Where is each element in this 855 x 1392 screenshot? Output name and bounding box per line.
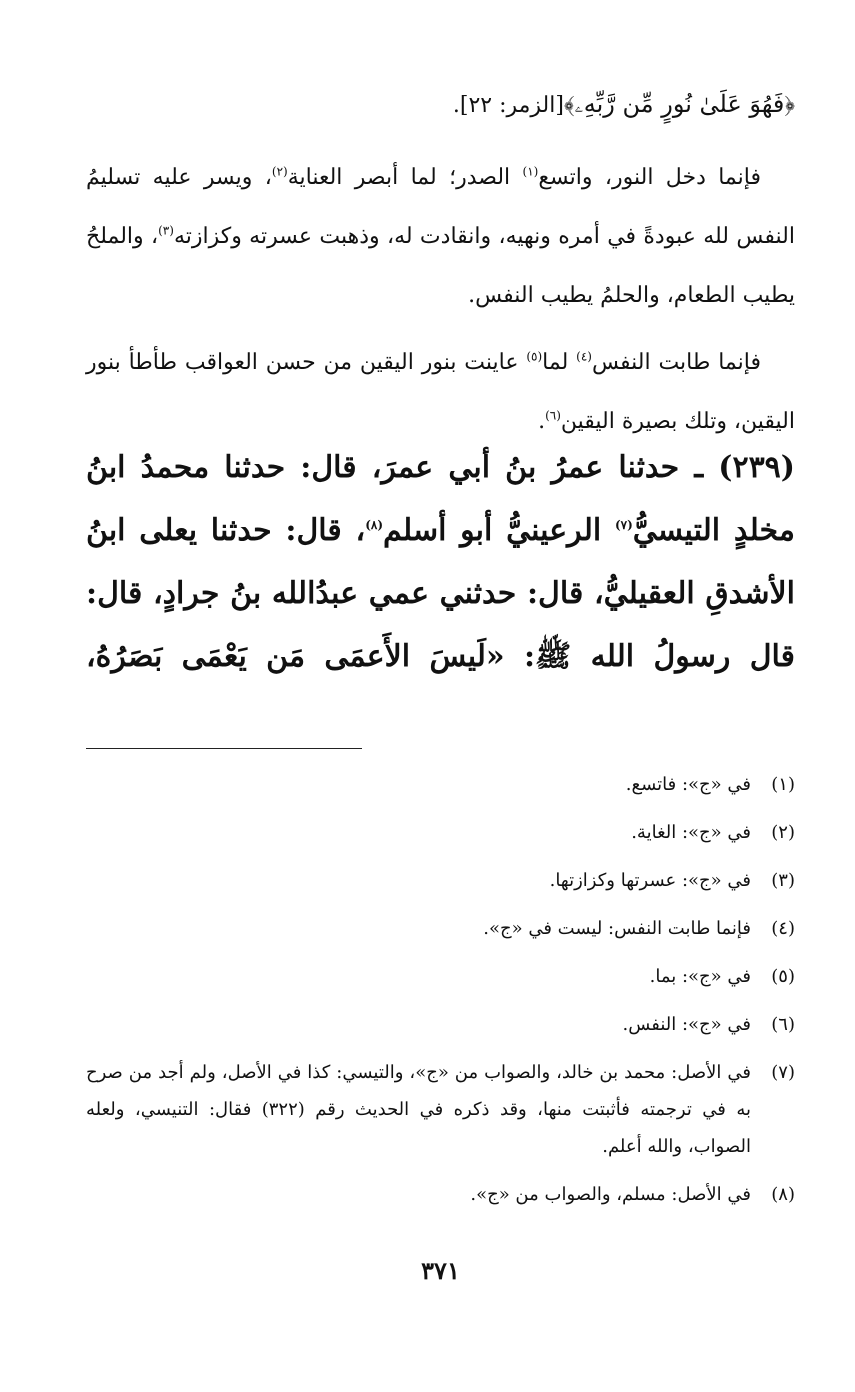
paragraph-2-text-3: عاينت بنور اليقين من حسن العواقب طأطأ بنور اليقين، وتلك بصيرة اليقين [86, 350, 795, 434]
paragraph-2-text-1: فإنما طابت النفس [591, 350, 761, 375]
footnote-ref-5[interactable]: (٥) [526, 349, 543, 364]
footnote-6 [86, 1006, 795, 1043]
paragraph-1-text-2: الصدر؛ لما أبصر العناية [287, 165, 523, 190]
footnote-ref-8[interactable]: (٨) [365, 518, 384, 532]
footnote-number: (٧) [771, 1062, 795, 1083]
paragraph-1-text-3: ، ويسر عليه تسليمُ النفس لله عبودةً في أمره ونهيه، وانقادت له، وذهبت عسرته وكزازته [86, 165, 795, 249]
footnote-text: في الأصل: مسلم، والصواب من «ج». [470, 1184, 751, 1205]
footnote-4 [86, 910, 795, 947]
footnote-1 [86, 766, 795, 803]
footnote-ref-6[interactable]: (٦) [545, 408, 561, 423]
footnote-number: (٦) [771, 1014, 795, 1035]
footnote-text: في «ج»: بما. [649, 966, 751, 987]
footnote-3 [86, 862, 795, 899]
paragraph-2-text-2: لما [542, 350, 577, 375]
hadith-text-3: ، قال: حدثنا يعلى ابنُ الأشدقِ العقيليُّ، قال: حدثني عمي عبدُالله بنُ جرادٍ، قال: قال رسولُ الله ﷺ: «لَيسَ الأَعمَى مَن يَعْمَى بَصَرُهُ، [86, 513, 795, 674]
hadith-text-2: الرعينيُّ أبو أسلم [383, 513, 615, 548]
page-number: ٣٧١ [421, 1256, 460, 1285]
footnote-number: (٨) [771, 1184, 795, 1205]
footnote-ref-3[interactable]: (٣) [158, 223, 174, 238]
footnote-number: (٣) [771, 870, 795, 891]
footnote-5 [86, 958, 795, 995]
paragraph-2-text-4: . [538, 409, 546, 434]
footnote-number: (٢) [771, 822, 795, 843]
footnote-ref-7[interactable]: (٧) [614, 518, 633, 532]
book-page [86, 0, 795, 1392]
footnote-text: فإنما طابت النفس: ليست في «ج». [483, 918, 751, 939]
footnote-number: (٤) [771, 918, 795, 939]
footnote-ref-1[interactable]: (١) [522, 164, 539, 179]
footnote-text: في «ج»: الغاية. [631, 822, 751, 843]
footnote-2 [86, 814, 795, 851]
quran-verse-line [453, 86, 795, 124]
footnote-text: في «ج»: عسرتها وكزازتها. [549, 870, 751, 891]
paragraph-1-text-1: فإنما دخل النور، واتسع [538, 165, 761, 190]
footnote-text: في «ج»: النفس. [622, 1014, 751, 1035]
footnote-number: (١) [771, 774, 795, 795]
hadith-paragraph [86, 436, 795, 688]
verse-citation: [الزمر: ٢٢]. [452, 93, 564, 118]
footnotes-section [86, 766, 795, 1224]
hadith-text-1: (٢٣٩) ـ حدثنا عمرُ بنُ أبي عمرَ، قال: حدثنا محمدُ ابنُ مخلدٍ التيسيُّ [86, 450, 795, 548]
footnote-8 [86, 1176, 795, 1213]
footnote-ref-4[interactable]: (٤) [576, 349, 592, 364]
footnote-ref-2[interactable]: (٢) [271, 164, 288, 179]
footnote-text: في «ج»: فاتسع. [625, 774, 751, 795]
footnote-divider [86, 748, 362, 749]
paragraph-1 [86, 148, 795, 325]
paragraph-2 [86, 333, 795, 451]
footnote-7 [86, 1054, 795, 1165]
hadith-text [86, 436, 795, 688]
commentary-text [86, 148, 795, 451]
footnote-text: في الأصل: محمد بن خالد، والصواب من «ج»، والتيسي: كذا في الأصل، ولم أجد من صرح به في ترجمته فأثبتت منها، وقد ذكره في الحديث رقم (٣٢٢) فقال: التنيسي، ولعله الصواب، والله أعلم. [86, 1062, 751, 1157]
quran-verse: ﴿فَهُوَ عَلَىٰ نُورٍ مِّن رَّبِّهِۦ﴾ [563, 90, 795, 118]
footnote-number: (٥) [771, 966, 795, 987]
paragraph-1-text-4: ، والملحُ يطيب الطعام، والحلمُ يطيب النفس. [86, 224, 795, 308]
